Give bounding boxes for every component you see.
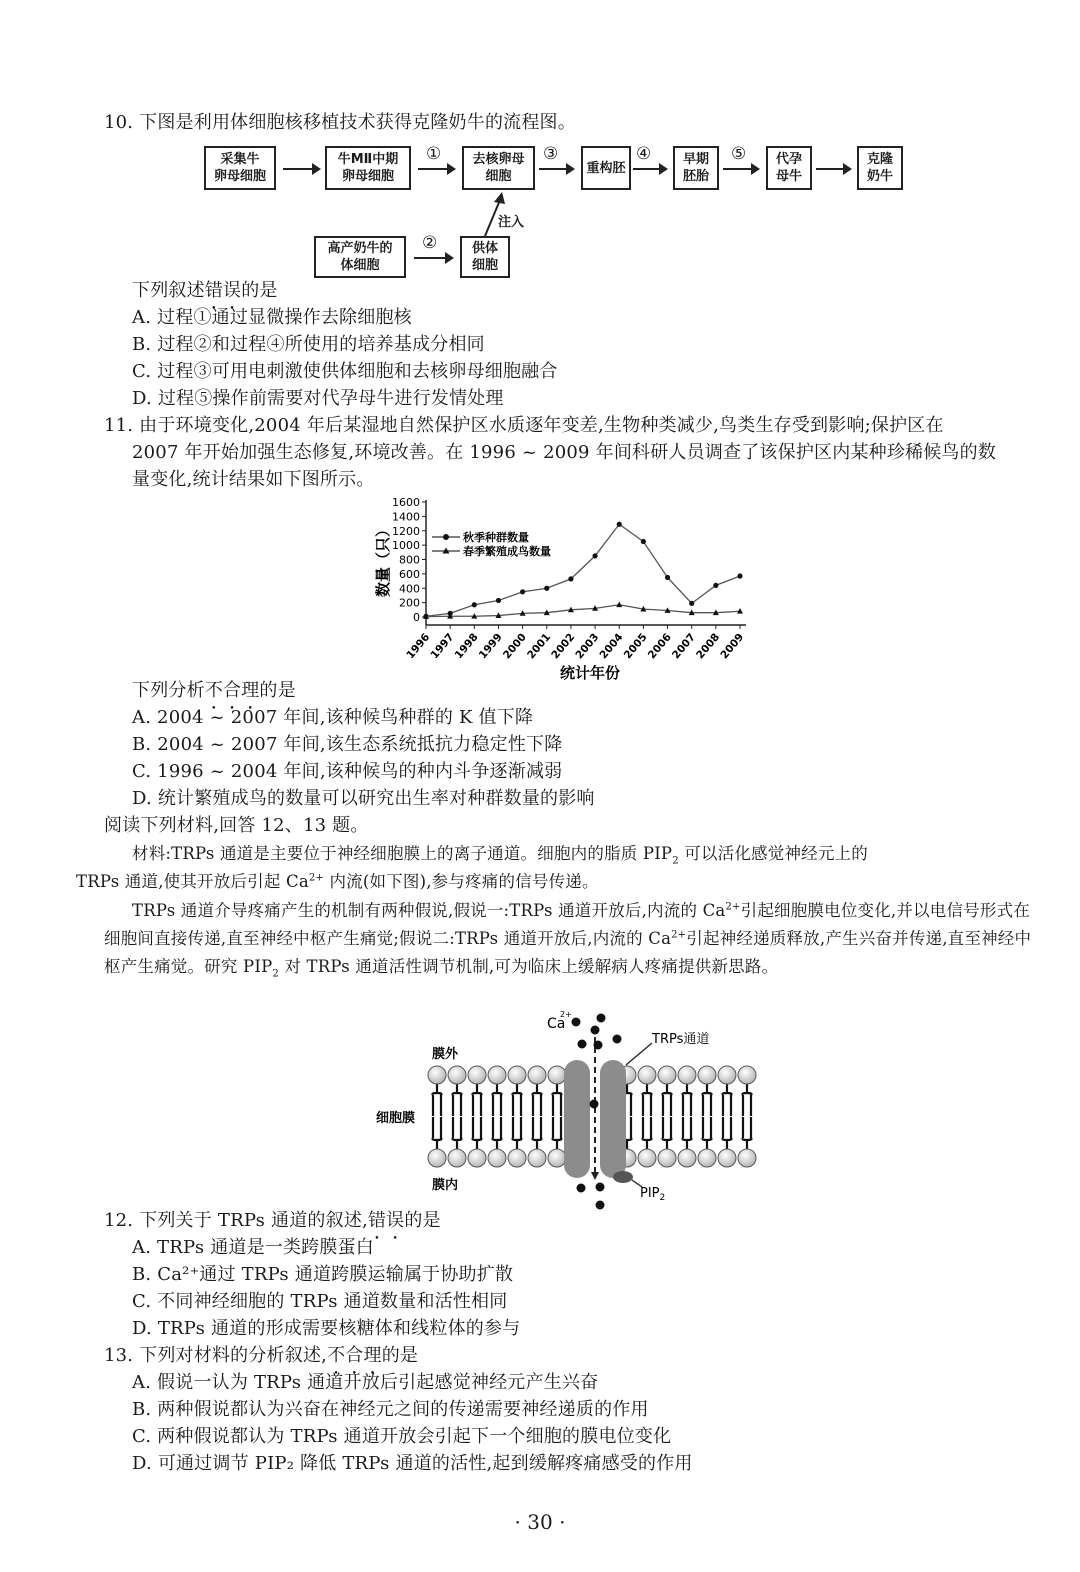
flow-box-somatic-cell	[314, 236, 406, 278]
lipid-tail	[743, 1083, 752, 1116]
y-tick-label: 400	[399, 582, 420, 596]
lipid-tail	[533, 1083, 542, 1116]
lipid-head	[528, 1066, 546, 1084]
flow-arrow	[539, 168, 573, 170]
x-tick-label: 2000	[500, 631, 529, 662]
flow-arrow	[633, 168, 666, 170]
x-tick-label: 1999	[476, 631, 505, 662]
q12-option-a: A. TRPs 通道是一类跨膜蛋白	[132, 1237, 374, 1258]
spring-breeding-point	[616, 602, 622, 608]
y-tick-label: 1600	[392, 496, 420, 509]
lipid-head	[428, 1066, 446, 1084]
q11-option-d: D. 统计繁殖成鸟的数量可以研究出生率对种群数量的影响	[132, 788, 595, 809]
q11-prompt: 下列分析不合理的是	[132, 680, 296, 701]
calcium-ion	[596, 1183, 605, 1192]
lipid-tail	[553, 1083, 562, 1116]
y-tick-label: 1200	[392, 524, 420, 538]
x-tick-label: 2008	[694, 631, 723, 662]
lipid-head	[508, 1149, 526, 1167]
step-3-label: ③	[543, 144, 559, 164]
flow-arrow	[414, 257, 452, 259]
q13-stem: 13. 下列对材料的分析叙述,不合理的是	[104, 1345, 419, 1366]
ca-label: Ca	[547, 1016, 566, 1032]
x-tick-label: 2005	[621, 631, 650, 662]
trps-channel-left-subunit	[564, 1060, 590, 1178]
step-1-label: ①	[426, 144, 442, 164]
lipid-head	[488, 1149, 506, 1167]
calcium-ion	[578, 1040, 587, 1049]
lipid-tail	[723, 1117, 732, 1150]
q13-option-b: B. 两种假说都认为兴奋在神经元之间的传递需要神经递质的作用	[132, 1399, 649, 1420]
x-tick-label: 2004	[597, 631, 626, 662]
lipid-head	[738, 1149, 756, 1167]
flow-box-text: 采集牛 卵母细胞	[213, 152, 266, 184]
material-p2-text: 对 TRPs 通道活性调节机制,可为临床上	[278, 957, 578, 976]
lipid-head	[548, 1066, 566, 1084]
pip2-molecule	[613, 1171, 633, 1183]
y-tick-label: 200	[399, 596, 420, 610]
lipid-head	[638, 1066, 656, 1084]
flow-box-donor-cell	[460, 236, 510, 278]
lipid-tail	[703, 1117, 712, 1150]
flow-arrow	[418, 168, 454, 170]
step-4-label: ④	[636, 144, 652, 164]
x-axis-label: 统计年份	[559, 664, 621, 682]
lipid-head	[698, 1149, 716, 1167]
x-tick-label: 2006	[645, 631, 674, 662]
q13-option-c: C. 两种假说都认为 TRPs 通道开放会引起下一个细胞的膜电位变化	[132, 1426, 672, 1447]
lipid-head	[658, 1066, 676, 1084]
lipid-head	[698, 1066, 716, 1084]
calcium-ion	[613, 1035, 622, 1044]
flow-box-mii-oocyte	[325, 146, 411, 190]
material-p2-text: 缓解病人疼痛提供新思路。	[577, 957, 779, 976]
lipid-tail	[453, 1083, 462, 1116]
q13-option-d: D. 可通过调节 PIP₂ 降低 TRPs 通道的活性,起到缓解疼痛感受的作用	[132, 1453, 693, 1474]
autumn-population-point	[496, 598, 501, 603]
q10-option-b: B. 过程②和过程④所使用的培养基成分相同	[132, 334, 485, 355]
q10-option-a: A. 过程①通过显微操作去除细胞核	[132, 307, 412, 328]
x-tick-label: 2007	[670, 631, 698, 662]
flow-box-text: 早期 胚胎	[682, 152, 709, 184]
lipid-tail	[513, 1117, 522, 1150]
y-tick-label: 800	[399, 553, 420, 567]
autumn-population-point	[641, 539, 646, 544]
autumn-population-point	[592, 553, 597, 558]
lipid-head	[638, 1149, 656, 1167]
lipid-head	[678, 1066, 696, 1084]
flow-box-reconstructed-embryo	[581, 146, 631, 190]
lipid-tail	[553, 1117, 562, 1150]
lipid-head	[508, 1066, 526, 1084]
autumn-population-point	[665, 575, 670, 580]
lipid-head	[468, 1149, 486, 1167]
phospholipid-bilayer	[428, 1066, 756, 1167]
flow-box-text: 代孕 母牛	[775, 152, 802, 184]
autumn-population-point	[689, 601, 694, 606]
q12-option-b: B. Ca²⁺通过 TRPs 通道跨膜运输属于协助扩散	[132, 1264, 514, 1285]
q12-stem: 12. 下列关于 TRPs 通道的叙述,错误的是	[104, 1210, 441, 1231]
material-p2-text: 引起	[686, 929, 720, 948]
material-p2-text: 神经递质释放,产生兴奋并传递,直至神经中枢产生痛觉。研究 PIP	[104, 929, 1032, 976]
superscript: 2+	[725, 901, 741, 913]
trps-channel-right-subunit	[600, 1060, 626, 1178]
x-tick-label: 2002	[549, 631, 578, 662]
q11-option-a: A. 2004 ~ 2007 年间,该种候鸟种群的 K 值下降	[132, 707, 534, 728]
lipid-head	[738, 1066, 756, 1084]
q10-option-d: D. 过程⑤操作前需要对代孕母牛进行发情处理	[132, 388, 504, 409]
x-tick-label: 1998	[452, 631, 481, 662]
y-tick-label: 0	[413, 611, 420, 624]
lipid-tail	[703, 1083, 712, 1116]
lipid-tail	[683, 1117, 692, 1150]
material-p1-text: TRPs 通道,使其开放后引起 Ca	[76, 872, 309, 891]
flow-arrow	[723, 168, 758, 170]
x-tick-label: 2009	[718, 631, 747, 662]
ion-flow-arrowhead	[591, 1172, 599, 1180]
step-2-label: ②	[422, 233, 438, 253]
flow-box-collect-oocyte	[204, 146, 276, 190]
q11-stem-line-2: 2007 年开始加强生态修复,环境改善。在 1996 ~ 2009 年间科研人员调查了该保护区内某种珍稀候鸟的数	[132, 442, 997, 463]
lipid-head	[488, 1066, 506, 1084]
y-axis-label: 数量（只）	[374, 521, 392, 598]
superscript: 2+	[308, 872, 325, 884]
q10-prompt: 下列叙述错误的是	[132, 280, 278, 301]
chart-legend	[432, 530, 551, 558]
lipid-tail	[743, 1117, 752, 1150]
lipid-head	[448, 1149, 466, 1167]
superscript: 2+	[671, 929, 687, 941]
lipid-head	[548, 1149, 566, 1167]
autumn-population-point	[544, 586, 549, 591]
q12-option-c: C. 不同神经细胞的 TRPs 通道数量和活性相同	[132, 1291, 508, 1312]
calcium-ion	[596, 1201, 605, 1210]
q10-option-c: C. 过程③可用电刺激使供体细胞和去核卵母细胞融合	[132, 361, 558, 382]
lipid-tail	[473, 1117, 482, 1150]
autumn-population-point	[568, 576, 573, 581]
autumn-population-point	[737, 573, 742, 578]
lipid-tail	[663, 1083, 672, 1116]
legend-label: 秋季种群数量	[463, 531, 529, 544]
material-p2-text: 引起细胞膜电位变	[740, 901, 875, 920]
lipid-tail	[493, 1083, 502, 1116]
material-paragraph-1	[76, 840, 1034, 896]
flow-box-enucleated-oocyte	[462, 146, 535, 190]
bird-population-chart	[360, 490, 780, 685]
q11-stem-line-1: 11. 由于环境变化,2004 年后某湿地自然保护区水质逐年变差,生物种类减少,鸟类生存受到影响;保护区在	[104, 415, 944, 436]
lipid-head	[718, 1066, 736, 1084]
q12-option-d: D. TRPs 通道的形成需要核糖体和线粒体的参与	[132, 1318, 521, 1339]
lipid-tail	[683, 1083, 692, 1116]
outside-label: 膜外	[432, 1047, 459, 1062]
flow-arrow	[816, 168, 850, 170]
lipid-tail	[433, 1083, 442, 1116]
material-p2-text: TRPs 通道介导疼痛产生的机制有两种假说,假说一:TRPs 通道开放后,内流的 Ca	[132, 901, 726, 920]
x-tick-label: 1997	[428, 631, 457, 662]
q13-option-a: A. 假说一认为 TRPs 通道开放后引起感觉神经元产生兴奋	[132, 1372, 599, 1393]
calcium-ion	[594, 1041, 603, 1050]
page-number: · 30 ·	[514, 1510, 566, 1534]
material-p1-text: 内流(如下图),参与疼痛的信号传递。	[324, 872, 599, 891]
subscript: 2	[672, 855, 679, 867]
flow-box-text: 重构胚	[586, 160, 626, 176]
flow-box-text: 高产奶牛的 体细胞	[327, 241, 393, 273]
lipid-head	[718, 1149, 736, 1167]
x-tick-label: 2001	[525, 631, 554, 662]
q10-stem: 10. 下图是利用体细胞核移植技术获得克隆奶牛的流程图。	[104, 112, 576, 133]
inject-label: 注入	[498, 215, 525, 230]
x-tick-label: 2003	[573, 631, 602, 662]
y-tick-label: 600	[399, 567, 420, 581]
legend-label: 春季繁殖成鸟数量	[463, 545, 551, 558]
y-tick-label: 1000	[392, 539, 420, 553]
calcium-ion	[590, 1100, 599, 1109]
q11-stem-line-3: 量变化,统计结果如下图所示。	[132, 469, 375, 490]
lipid-tail	[723, 1083, 732, 1116]
lipid-tail	[433, 1117, 442, 1150]
legend-circle-marker	[443, 534, 449, 540]
flow-box-text: 去核卵母 细胞	[472, 152, 525, 184]
autumn-population-point	[713, 583, 718, 588]
calcium-ion	[577, 1184, 586, 1193]
lipid-tail	[453, 1117, 462, 1150]
pip2-label: $PIP_2$	[640, 1186, 666, 1203]
material-p1-text: 可以活化感觉神经元上的	[678, 844, 868, 863]
autumn-population-point	[617, 522, 622, 527]
flow-box-text: 牛MⅡ中期 卵母细胞	[337, 152, 399, 184]
material-paragraph-2	[104, 897, 1034, 981]
flow-box-text: 克隆 奶牛	[866, 152, 893, 184]
lipid-tail	[473, 1083, 482, 1116]
y-tick-label: 1400	[392, 510, 420, 524]
lipid-tail	[643, 1117, 652, 1150]
lipid-tail	[493, 1117, 502, 1150]
calcium-ion	[591, 1026, 600, 1035]
trps-channel-label: TRPs通道	[652, 1032, 710, 1047]
subscript: 2	[272, 968, 279, 980]
lipid-head	[468, 1066, 486, 1084]
material-p1-text: 材料:TRPs 通道是主要位于神经细胞膜上的离子通道。细胞内的脂质 PIP	[132, 844, 673, 863]
lipid-tail	[663, 1117, 672, 1150]
ca-charge: 2+	[560, 1010, 572, 1019]
cell-membrane-label: 细胞膜	[376, 1111, 416, 1126]
inside-label: 膜内	[432, 1178, 459, 1193]
autumn-population-point	[520, 589, 525, 594]
trps-membrane-diagram	[370, 1005, 770, 1210]
lipid-head	[448, 1066, 466, 1084]
lipid-tail	[513, 1083, 522, 1116]
x-tick-label: 1996	[404, 631, 433, 662]
flow-box-text: 供体 细胞	[471, 241, 498, 273]
calcium-ion	[597, 1014, 606, 1023]
flow-arrow	[283, 168, 319, 170]
material-intro: 阅读下列材料,回答 12、13 题。	[104, 815, 369, 836]
q11-option-b: B. 2004 ~ 2007 年间,该生态系统抵抗力稳定性下降	[132, 734, 563, 755]
material-p2-text: 化,并以电信号形式在细胞间直接传递,直至神经中枢产生痛觉;假说二:TRPs 通道开放后,内流的 Ca	[104, 901, 1030, 948]
channel-leader-line	[626, 1043, 652, 1065]
lipid-tail	[533, 1117, 542, 1150]
lipid-tail	[643, 1083, 652, 1116]
flow-box-cloned-cow	[857, 146, 903, 190]
calcium-ion	[572, 1018, 581, 1027]
step-5-label: ⑤	[731, 144, 747, 164]
autumn-population-point	[472, 602, 477, 607]
flow-box-early-embryo	[673, 146, 719, 190]
flow-box-surrogate-cow	[766, 146, 812, 190]
lipid-head	[428, 1149, 446, 1167]
lipid-head	[528, 1149, 546, 1167]
q11-option-c: C. 1996 ~ 2004 年间,该种候鸟的种内斗争逐渐减弱	[132, 761, 563, 782]
lipid-head	[658, 1149, 676, 1167]
lipid-head	[678, 1149, 696, 1167]
